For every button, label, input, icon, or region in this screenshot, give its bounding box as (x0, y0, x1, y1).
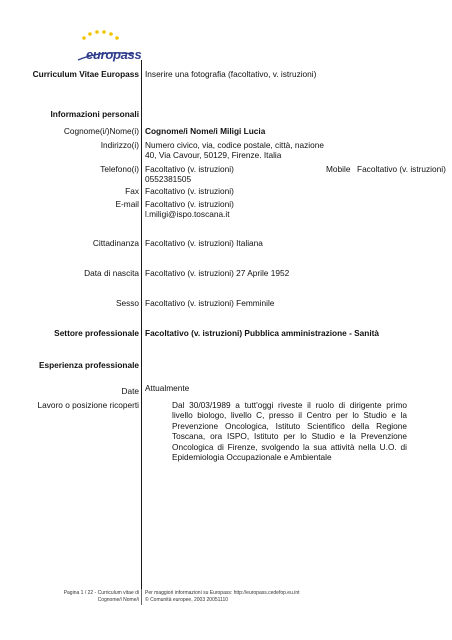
phone-label: Telefono(i) (100, 164, 139, 174)
fax-value: Facoltativo (v. istruzioni) (145, 186, 234, 196)
footer-info-line-1[interactable]: Per maggiori informazioni su Europass: http://europass.cedefop.eu.int (145, 590, 300, 596)
name-label: Cognome(i/)Nome(i) (63, 126, 139, 136)
logo-text: europass (86, 47, 142, 62)
citizenship-label: Cittadinanza (92, 238, 139, 248)
birth-date-label: Data di nascita (84, 268, 139, 278)
sector-value: Facoltativo (v. istruzioni) Pubblica amministrazione - Sanità (145, 328, 380, 338)
footer-page-line-1: Pagina 1 / 22 - Curriculum vitae di (63, 590, 139, 596)
column-divider (141, 60, 142, 600)
citizenship-value: Facoltativo (v. istruzioni) Italiana (145, 238, 263, 248)
footer-page-info (64, 590, 139, 603)
role-description: Dal 30/03/1989 a tutt'oggi riveste il ruolo di dirigente primo livello biologo, livello C, presso il Centro per lo Studio e la Prevenzione Oncologica, Istituto Scientifico della Regione Toscana, ora ISPO, Istituto per lo Studio e la Prevenzione Oncologica di Firenze, svolgendo la sua attività nella U.O. di Epidemiologia Occupazionale e Ambientale (172, 400, 407, 463)
email-line-1: Facoltativo (v. istruzioni) (145, 199, 234, 209)
phone-line-1: Facoltativo (v. istruzioni) (145, 164, 234, 174)
name-value: Cognome/i Nome/i Miligi Lucia (145, 126, 266, 136)
footer-europass-info (145, 590, 300, 603)
phone-line-2: 0552381505 (145, 174, 192, 184)
email-address[interactable]: l.miligi@ispo.toscana.it (145, 209, 230, 219)
mobile-label: Mobile (326, 164, 351, 174)
address-label: Indirizzo(i) (100, 140, 139, 150)
experience-heading: Esperienza professionale (38, 360, 139, 370)
address-line-1: Numero civico, via, codice postale, città, nazione (145, 140, 324, 150)
footer-info-line-2: © Comunità europee, 2003 20051110 (145, 596, 229, 603)
sector-label: Settore professionale (54, 328, 139, 338)
footer-divider (141, 589, 142, 605)
email-label: E-mail (115, 199, 139, 209)
role-label: Lavoro o posizione ricoperti (37, 400, 139, 410)
mobile-value: Facoltativo (v. istruzioni) (357, 164, 446, 174)
sex-value: Facoltativo (v. istruzioni) Femminile (145, 298, 275, 308)
date-label: Date (121, 386, 139, 396)
photo-instruction: Inserire una fotografia (facoltativo, v. istruzioni) (145, 69, 317, 79)
sex-label: Sesso (115, 298, 139, 308)
fax-label: Fax (125, 186, 139, 196)
birth-date-value: Facoltativo (v. istruzioni) 27 Aprile 1952 (145, 268, 290, 278)
address-line-2: 40, Via Cavour, 50129, Firenze. Italia (145, 150, 282, 160)
role-description-block (145, 400, 407, 462)
personal-info-heading: Informazioni personali (50, 109, 139, 119)
date-value: Attualmente (145, 383, 190, 393)
footer-page-line-2: Cognome/i Nome/i (97, 596, 139, 603)
cv-title: Curriculum Vitae Europass (32, 69, 139, 79)
